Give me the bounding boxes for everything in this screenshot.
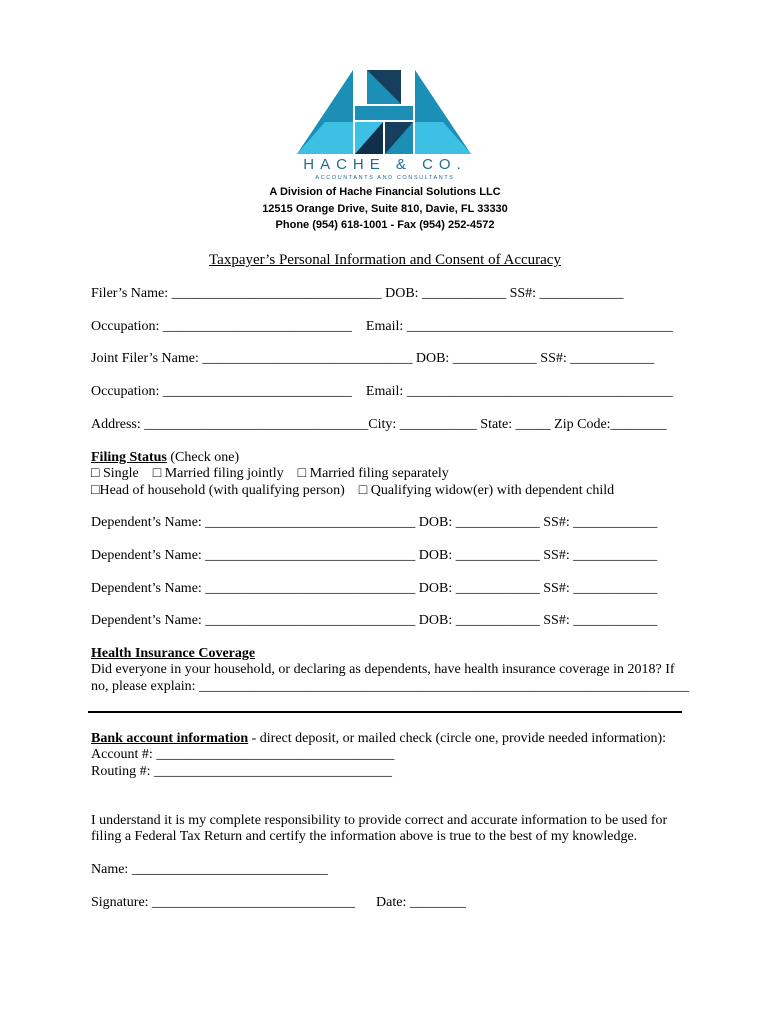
dependent-line[interactable]: Dependent’s Name: ______________________________ DOB: ____________ SS#: ____________ (91, 515, 658, 530)
health-explain-line[interactable]: no, please explain: ______________________________________________________________________ (91, 679, 690, 694)
routing-number-line[interactable]: Routing #: __________________________________ (91, 764, 393, 779)
bank-heading: Bank account information (91, 731, 249, 746)
address-field-line[interactable]: Address: ________________________________City: ___________ State: _____ Zip Code:________ (91, 417, 667, 432)
filer-line[interactable]: Filer’s Name: ______________________________ DOB: ____________ SS#: ____________ (91, 286, 624, 301)
address-line: 12515 Orange Drive, Suite 810, Davie, FL 33330 (262, 203, 508, 215)
dependent-line[interactable]: Dependent’s Name: ______________________________ DOB: ____________ SS#: ____________ (91, 581, 658, 596)
dependent-line[interactable]: Dependent’s Name: ______________________________ DOB: ____________ SS#: ____________ (91, 548, 658, 563)
account-number-line[interactable]: Account #: __________________________________ (91, 747, 395, 762)
consent-text-1: I understand it is my complete responsibility to provide correct and accurate information to be used for (91, 813, 668, 828)
form-title: Taxpayer’s Personal Information and Consent of Accuracy (209, 252, 561, 268)
filing-status-heading: Filing Status (91, 450, 167, 465)
health-question: Did everyone in your household, or declaring as dependents, have health insurance coverage in 2018? If (91, 662, 675, 677)
bank-heading-row (91, 731, 666, 747)
occupation-line[interactable]: Occupation: ___________________________ Email: ______________________________________ (91, 319, 673, 334)
brand-name: HACHE & CO. (303, 156, 467, 173)
dependent-line[interactable]: Dependent’s Name: ______________________________ DOB: ____________ SS#: ____________ (91, 613, 658, 628)
filing-status-options-2[interactable]: □Head of household (with qualifying person) □ Qualifying widow(er) with dependent child (91, 483, 615, 498)
logo-left-wing-light (297, 122, 353, 154)
filing-status-note: (Check one) (166, 450, 240, 465)
bank-description: - direct deposit, or mailed check (circle one, provide needed information): (248, 731, 667, 746)
name-line[interactable]: Name: ____________________________ (91, 862, 328, 877)
filing-status-heading-row (91, 450, 239, 466)
section-divider (88, 711, 682, 713)
joint-filer-line[interactable]: Joint Filer’s Name: ______________________________ DOB: ____________ SS#: ____________ (91, 351, 655, 366)
division-line: A Division of Hache Financial Solutions LLC (269, 186, 501, 198)
brand-tagline: ACCOUNTANTS AND CONSULTANTS (315, 175, 455, 181)
company-logo (295, 68, 475, 160)
logo-right-wing-light (415, 122, 471, 154)
filing-status-options-1[interactable]: □ Single □ Married filing jointly □ Married filing separately (91, 466, 449, 481)
consent-text-2: filing a Federal Tax Return and certify the information above is true to the best of my knowledge. (91, 829, 638, 844)
signature-date-line[interactable]: Signature: _____________________________ Date: ________ (91, 895, 466, 910)
phone-fax-line: Phone (954) 618-1001 - Fax (954) 252-4572 (275, 219, 495, 231)
logo-bar (355, 106, 413, 120)
health-heading: Health Insurance Coverage (91, 646, 256, 661)
joint-occupation-line[interactable]: Occupation: ___________________________ Email: ______________________________________ (91, 384, 673, 399)
